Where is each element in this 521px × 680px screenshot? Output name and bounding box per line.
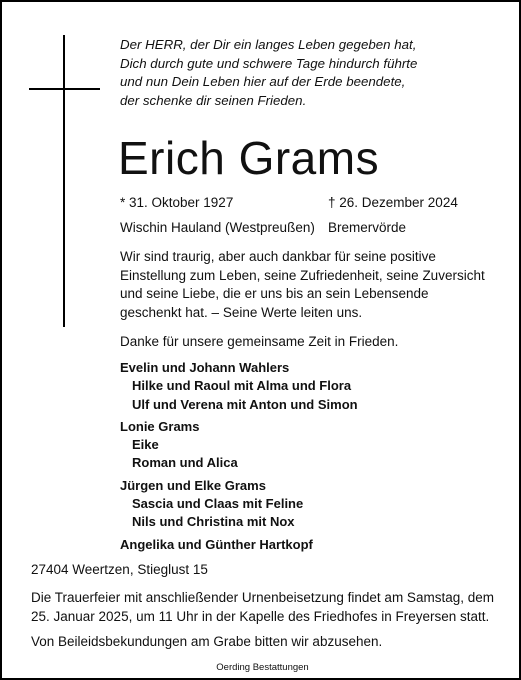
family-member: Ulf und Verena mit Anton und Simon bbox=[132, 396, 358, 412]
poem-line: Dich durch gute und schwere Tage hindurch führte bbox=[120, 55, 418, 71]
family-group bbox=[120, 477, 358, 532]
deceased-name: Erich Grams bbox=[118, 132, 380, 184]
family-group bbox=[120, 418, 358, 473]
family-address: 27404 Weertzen, Stieglust 15 bbox=[31, 562, 208, 577]
birth-date: * 31. Oktober 1927 bbox=[120, 195, 234, 210]
service-line: 25. Januar 2025, um 11 Uhr in der Kapelle des Friedhofes in Freyersen statt. bbox=[31, 609, 490, 624]
family-head: Lonie Grams bbox=[120, 418, 200, 434]
death-date: † 26. Dezember 2024 bbox=[328, 195, 458, 210]
death-info bbox=[328, 190, 458, 240]
undertaker-credit: Oerding Bestattungen bbox=[216, 662, 309, 673]
birth-place: Wischin Hauland (Westpreußen) bbox=[120, 220, 315, 235]
family-member: Nils und Christina mit Nox bbox=[132, 514, 295, 530]
poem bbox=[120, 36, 417, 110]
death-place: Bremervörde bbox=[328, 220, 407, 235]
family-head: Evelin und Johann Wahlers bbox=[120, 360, 290, 375]
funeral-service-info bbox=[31, 588, 494, 626]
paragraph-line: Einstellung zum Leben, seine Zufriedenheit, seine Zuversicht bbox=[120, 267, 485, 283]
service-line: Die Trauerfeier mit anschließender Urnenbeisetzung findet am Samstag, dem bbox=[31, 590, 494, 605]
mourners-list bbox=[120, 359, 358, 558]
cross-icon-horizontal bbox=[29, 88, 100, 90]
poem-line: der schenke dir seinen Frieden. bbox=[120, 92, 307, 108]
family-head: Angelika und Günther Hartkopf bbox=[120, 536, 313, 552]
paragraph-line: geschenkt hat. – Seine Werte leiten uns. bbox=[120, 304, 363, 320]
cross-icon-vertical bbox=[63, 35, 65, 327]
poem-line: und nun Dein Leben hier auf der Erde beendete, bbox=[120, 74, 406, 89]
paragraph-line: Wir sind traurig, aber auch dankbar für seine positive bbox=[120, 249, 436, 264]
family-group bbox=[120, 359, 358, 414]
paragraph-line: und seine Liebe, die er uns bis an sein Lebensende bbox=[120, 286, 429, 301]
condolence-note: Von Beileidsbekundungen am Grabe bitten wir abzusehen. bbox=[31, 634, 383, 649]
family-member: Sascia und Claas mit Feline bbox=[132, 496, 304, 512]
poem-line: Der HERR, der Dir ein langes Leben gegeben hat, bbox=[120, 37, 417, 52]
family-member: Hilke und Raoul mit Alma und Flora bbox=[132, 378, 352, 394]
family-head: Jürgen und Elke Grams bbox=[120, 477, 266, 493]
family-member: Roman und Alica bbox=[132, 455, 238, 471]
birth-info bbox=[120, 190, 315, 240]
family-group bbox=[120, 536, 358, 554]
family-member: Eike bbox=[132, 437, 159, 453]
tribute-paragraph bbox=[120, 248, 500, 322]
thanks-line: Danke für unsere gemeinsame Zeit in Frieden. bbox=[120, 334, 399, 349]
